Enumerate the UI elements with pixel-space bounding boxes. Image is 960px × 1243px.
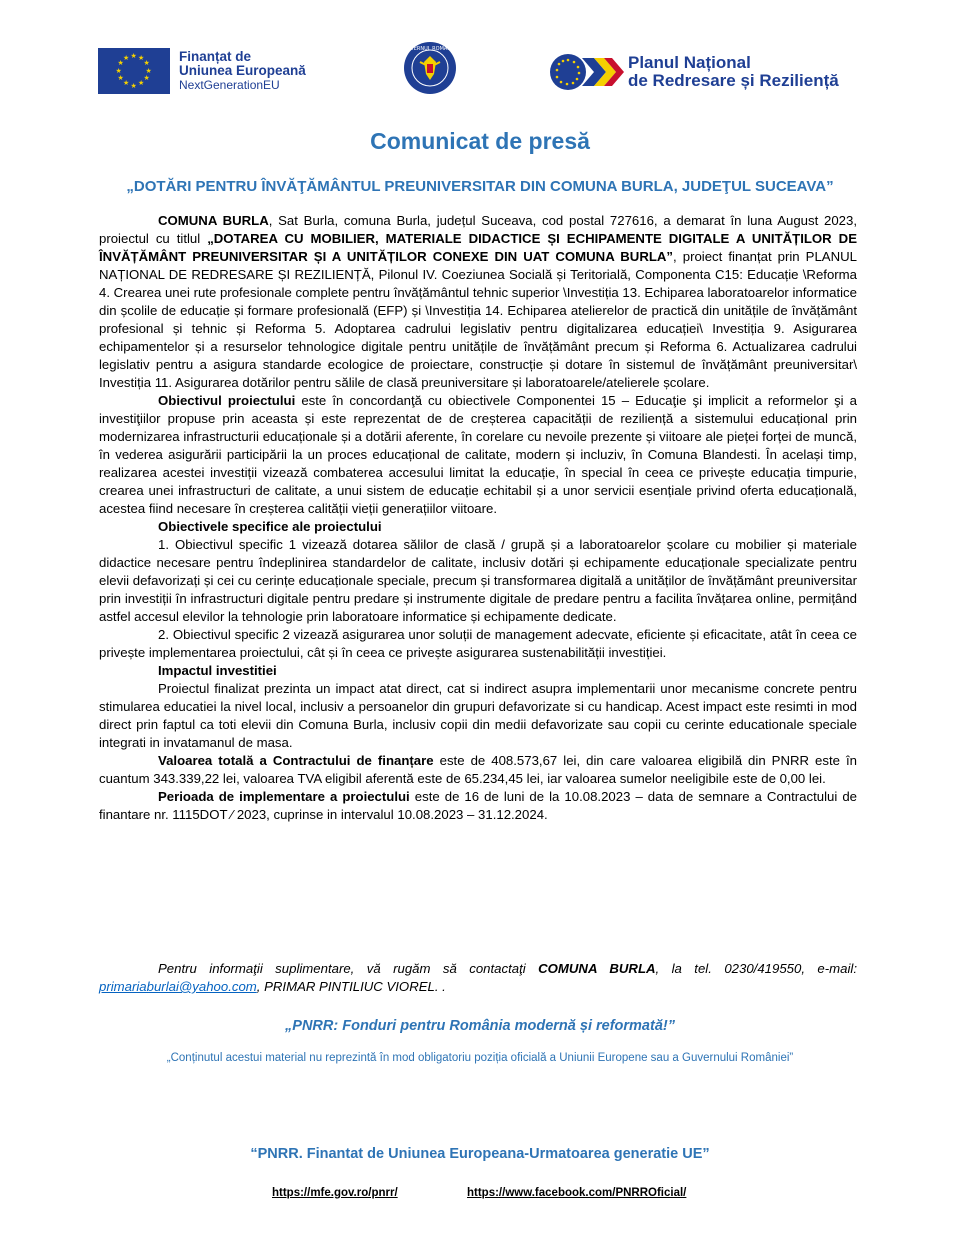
page-title: Comunicat de presă [370,128,590,154]
intro-paragraph: COMUNA BURLA, Sat Burla, comuna Burla, județul Suceava, cod postal 727616, a demarat în luna August 2023, proiectul cu titlul „DOTAREA CU MOBILIER, MATERIALE DIDACTICE ȘI ECHIPAMENTE DIGITALE A UNITĂȚILOR DE ÎNVĂȚĂMÂNT PREUNIVERSITAR ȘI A UNITĂȚILOR CONEXE DIN UAT COMUNA BURLA”, proiect finanțat prin PLANUL NAȚIONAL DE REDRESARE ȘI REZILIENȚĂ, Pilonul IV. Coeziunea Socială și Teritorială, Componenta C15: Educație \Reforma 4. Crearea unei rute profesionale complete pentru învățământul tehnic superior \Investiția 13. Echiparea laboratoarelor informatice din școlile de educație și formare profesională (EFP) și \Investiția 14. Echiparea atelierelor de practică din unitățile de învățământ profesional și tehnic și Reforma 5. Adoptarea cadrului legislativ pentru digitalizarea educației\ Investiția 9. Asigurarea echipamentelor și a resurselor tehnologice digitale pentru unitățile de învățământ precum și Reforma 6. Actualizarea cadrului legislativ pentru a asigura standarde ecologice de proiectare, construcție și dotare în sistemul de învățământ preuniversitar\ Investiția 11. Asigurarea dotărilor pentru sălile de clasă preuniversitare și laboratoarele/atelierele școlare. [99,213,858,390]
impact-heading: Impactul investitiei [158,663,277,678]
impact-paragraph: Proiectul finalizat prezinta un impact atat direct, cat si indirect asupra implementarii unor mecanisme concrete pentru stimularea educatiei la nivel local, inclusiv a persoanelor din grupuri defavorizate si cu handicap. Acest impact este resimti in mod direct prin faptul ca toti elevii din Comuna Burla, inclusiv copii din medii defavorizate sau copii cu cerinte educationale speciale integrati in invatamanul de masa. [99,681,857,750]
eu-star-icon: ★ [130,82,137,90]
press-release-body [99,212,857,824]
eu-star-icon: ★ [130,52,137,60]
specific-objectives-heading: Obiectivele specifice ale proiectului [158,519,382,534]
eu-star-icon: ★ [117,75,124,82]
pnrr-logo-line1: Planul Național [628,53,751,72]
government-seal-icon [402,40,458,96]
contract-value-heading: Valoarea totală a Contractului de finanțare [158,753,434,768]
eu-star-icon: ★ [123,54,130,62]
eu-logo-line2: Uniunea Europeană [179,63,306,78]
eu-funding-logo [98,48,306,94]
implementation-period-paragraph: Perioada de implementare a proiectului este de 16 de luni de la 10.08.2023 – data de semnare a Contractului de finantare nr. 1115DOT ⁄ 2023, cuprinse in intervalul 10.08.2023 – 31.12.2024. [99,789,857,822]
project-subtitle: „DOTĂRI PENTRU ÎNVĂŢĂMÂNTUL PREUNIVERSITAR DIN COMUNA BURLA, JUDEŢUL SUCEAVA” [126,178,834,195]
specific-objective-2: 2. Obiectivul specific 2 vizează asigurarea unor soluții de management adecvate, eficiente și eficacitate, atât în ceea ce privește implementarea proiectului, cât și în ceea ce privește asigurarea sustenabilității investiției. [99,627,857,660]
objective-paragraph: Obiectivul proiectului este în concordanţă cu obiectivele Componentei 15 – Educaţie şi implicit a reformelor şi a investiţiilor propuse prin aceasta și este reprezentat de de creșterea capacității de reziliență a sistemului educațional prin modernizarea infrastructurii educaționale și a dotării aferente, în corelare cu nevoile prezente și viitoare ale pieței forței de muncă, în vederea asigurării participării la un proces educațional de calitate, modern și incluziv, în Comuna Blandesti. În același timp, realizarea acestei investiții vizează combaterea accesului limitat la educație, în special în ceea ce privește educația timpurie, crearea unei infrastructuri de calitate, a unui sistem de educație echitabil și a unor servicii esențiale privind oferta educațională, acestea fiind necesare în creșterea calității vieții generațiilor viitoare. [99,393,858,516]
eu-star-icon: ★ [138,80,145,88]
eu-star-icon: ★ [117,60,124,67]
project-title: „DOTAREA CU MOBILIER, MATERIALE DIDACTICE ȘI ECHIPAMENTE DIGITALE A UNITĂȚILOR DE ÎNVĂȚĂMÂNT PREUNIVERSITAR ȘI A UNITĂȚILOR CONEXE DIN UAT COMUNA BURLA” [99,231,858,264]
header-logos [0,40,960,110]
implementation-period-heading: Perioada de implementare a proiectului [158,789,410,804]
eu-star-icon: ★ [115,67,122,75]
contract-value-paragraph: Valoarea totală a Contractului de finanțare este de 408.573,67 lei, din care valoarea eligibilă din PNRR este în cuantum 343.339,22 lei, valoarea TVA eligibil aferentă este de 65.234,45 lei, iar valoarea sumelor neeligibile este de 0,00 lei. [99,753,858,786]
facebook-pnrr-link[interactable]: https://www.facebook.com/PNRROficial/ [467,1187,687,1199]
svg-text:GUVERNUL ROMÂNIEI: GUVERNUL ROMÂNIEI [402,46,458,52]
mfe-pnrr-link[interactable]: https://mfe.gov.ro/pnrr/ [272,1187,398,1199]
pnrr-slogan: „PNRR: Fonduri pentru România modernă și reformată!” [285,1018,675,1034]
eu-star-icon: ★ [123,80,130,88]
footer-title: “PNRR. Finantat de Uniunea Europeana-Urmatoarea generatie UE” [250,1146,710,1162]
pnrr-flag-icon [548,52,624,92]
objective-heading: Obiectivul proiectului [158,393,296,408]
specific-objective-1: 1. Obiectivul specific 1 vizează dotarea sălilor de clasă / grupă și a laboratoarelor școlare cu mobilier și materiale didactice necesare pentru îndeplinirea standardelor de calitate, inclusiv dotări și echipamente educaționale specializate pentru elevii defavorizați și cei cu cerințe educaționale speciale, precum și transformarea digitală a unităților de învățământ preuniversitar prin investiții în infrastructuri digitale pentru predare și instrumente digitale de predare pentru a facilita învățarea online, permițând astfel accesul elevilor la tehnologie prin laboratoare informatice și echipamente dedicate. [99,537,857,624]
eu-star-icon: ★ [143,60,150,67]
pnrr-logo-line2: de Redresare și Reziliență [628,71,839,90]
eu-star-icon: ★ [138,54,145,62]
contact-name: COMUNA BURLA [538,961,656,976]
beneficiary-name: COMUNA BURLA [158,213,269,228]
eu-flag-icon [98,48,170,94]
eu-star-icon: ★ [145,67,152,75]
pnrr-logo [548,52,839,92]
eu-star-icon: ★ [143,75,150,82]
disclaimer: „Conținutul acestui material nu reprezintă în mod obligatoriu poziția oficială a Uniunii Europene sau a Guvernului României” [166,1052,794,1064]
eu-logo-line1: Finanțat de [179,49,252,64]
eu-logo-line3: NextGenerationEU [179,78,280,92]
contact-paragraph: Pentru informaţii suplimentare, vă rugăm să contactaţi COMUNA BURLA, la tel. 0230/419550, e-mail: primariaburlai@yahoo.com, PRIMAR PINTILIUC VIOREL. . [99,961,857,994]
contact-email-link[interactable]: primariaburlai@yahoo.com [99,979,257,994]
